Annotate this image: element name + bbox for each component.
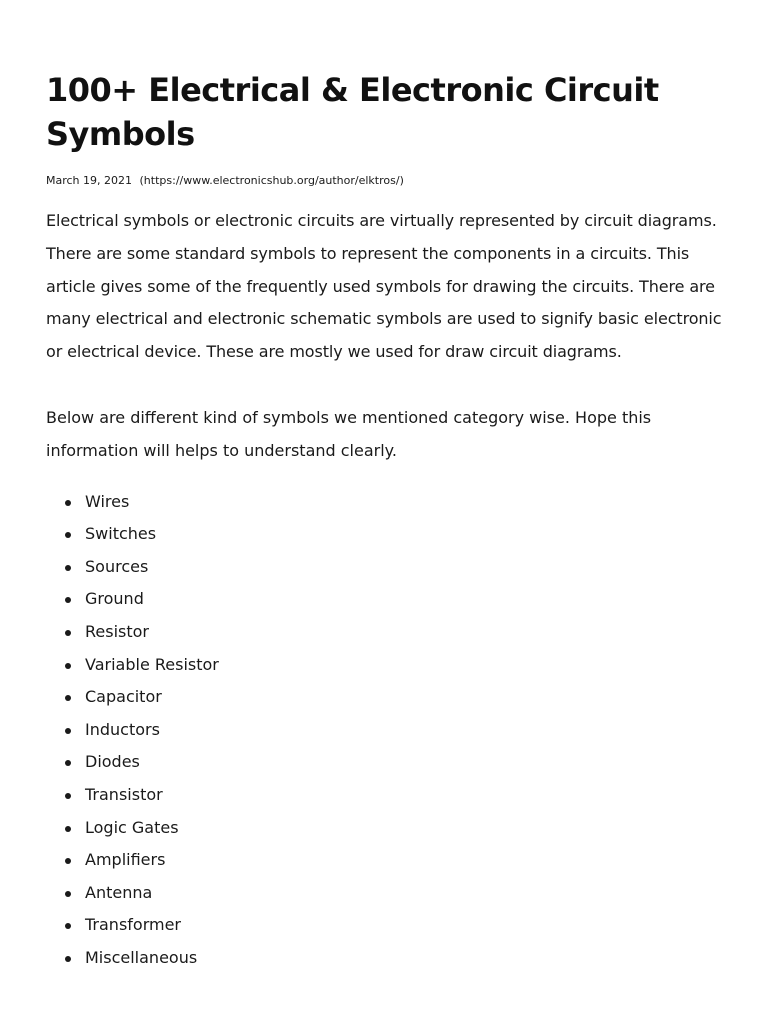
bullet-icon [65, 858, 71, 864]
list-item-label: Sources [85, 556, 149, 576]
list-item [46, 681, 726, 714]
list-item [46, 812, 726, 845]
category-intro-paragraph: Below are different kind of symbols we mentioned category wise. Hope this information will helps to understand clearly. [46, 407, 652, 460]
list-item-label: Logic Gates [85, 817, 179, 837]
list-item [46, 779, 726, 812]
category-list [46, 486, 726, 975]
list-item-label: Diodes [85, 752, 140, 772]
list-item [46, 551, 726, 584]
list-item [46, 486, 726, 519]
bullet-icon [65, 793, 71, 799]
bullet-icon [65, 663, 71, 669]
list-item-label: Antenna [85, 882, 153, 902]
publish-date: March 19, 2021 [46, 174, 133, 187]
bullet-icon [65, 891, 71, 897]
bullet-icon [65, 826, 71, 832]
bullet-icon [65, 532, 71, 538]
list-item-label: Transistor [85, 784, 163, 804]
list-item [46, 714, 726, 747]
list-item-label: Ground [85, 589, 144, 609]
list-item-label: Transformer [85, 915, 182, 935]
list-item [46, 746, 726, 779]
bullet-icon [65, 956, 71, 962]
bullet-icon [65, 695, 71, 701]
list-item [46, 909, 726, 942]
bullet-icon [65, 728, 71, 734]
list-item [46, 518, 726, 551]
bullet-icon [65, 760, 71, 766]
article-meta [46, 174, 726, 188]
intro-paragraph: Electrical symbols or electronic circuits are virtually represented by circuit diagrams. There are some standard symbols to represent the components in a circuits. This article gives some of the frequently used symbols for drawing the circuits. There are many electrical and electronic schematic symbols are used to signify basic electronic or electrical device. These are mostly we used for draw circuit diagrams. [46, 211, 722, 362]
list-item [46, 844, 726, 877]
list-item-label: Inductors [85, 719, 160, 739]
list-item-label: Miscellaneous [85, 947, 198, 967]
list-item [46, 583, 726, 616]
list-item [46, 616, 726, 649]
list-item-label: Amplifiers [85, 850, 166, 870]
author-link[interactable]: (https://www.electronicshub.org/author/elktros/) [139, 174, 404, 187]
bullet-icon [65, 923, 71, 929]
list-item [46, 649, 726, 682]
bullet-icon [65, 630, 71, 636]
list-item-label: Switches [85, 524, 157, 544]
bullet-icon [65, 500, 71, 506]
list-item [46, 942, 726, 975]
list-item-label: Capacitor [85, 687, 162, 707]
page-title: 100+ Electrical & Electronic Circuit Symbols [46, 71, 659, 153]
bullet-icon [65, 565, 71, 571]
list-item-label: Variable Resistor [85, 654, 219, 674]
list-item-label: Wires [85, 491, 130, 511]
bullet-icon [65, 597, 71, 603]
list-item [46, 877, 726, 910]
list-item-label: Resistor [85, 621, 149, 641]
article [46, 68, 726, 974]
